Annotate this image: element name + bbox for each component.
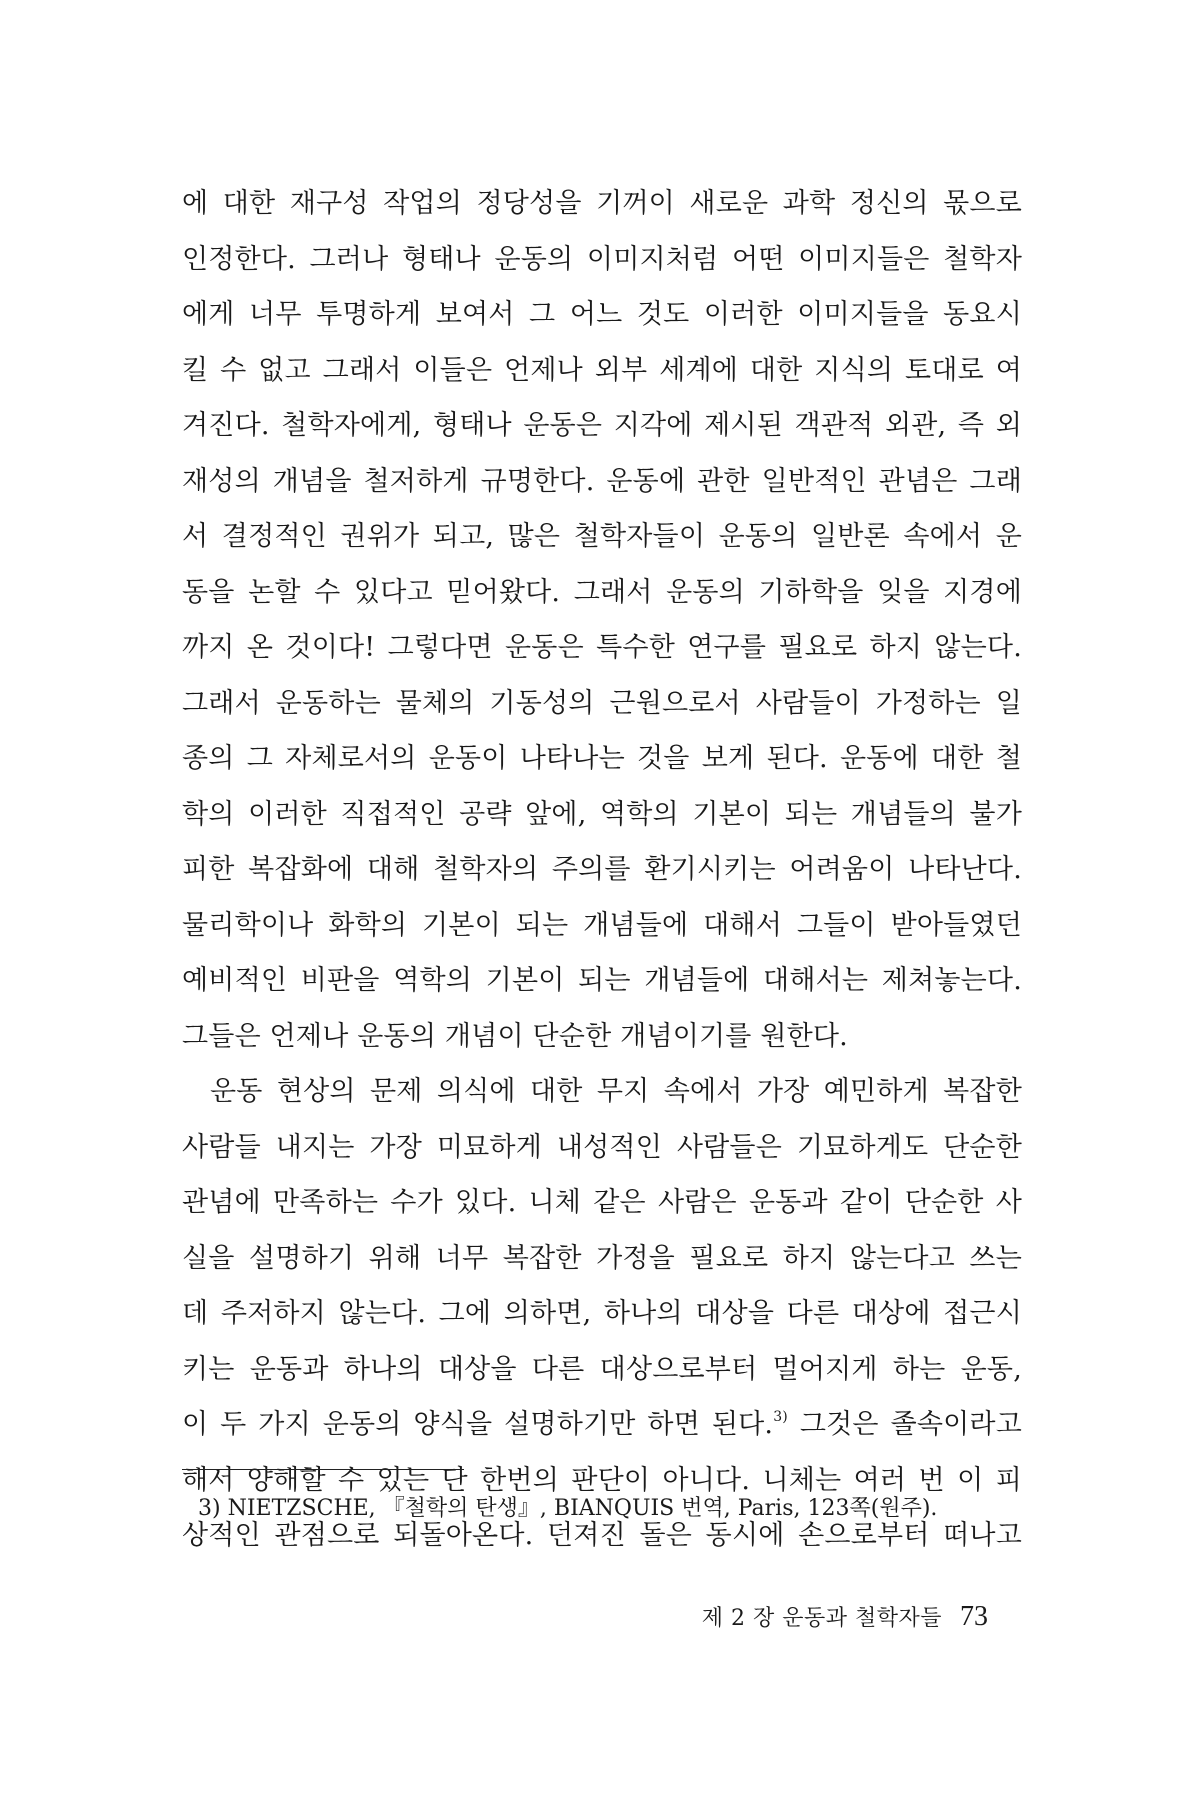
text-line: 인정한다. 그러나 형태나 운동의 이미지처럼 어떤 이미지들은 철학자 (182, 243, 1022, 275)
text-line: 피한 복잡화에 대해 철학자의 주의를 환기시키는 어려움이 나타난다. (182, 854, 1022, 885)
text-line: 겨진다. 철학자에게, 형태나 운동은 지각에 제시된 객관적 외관, 즉 외 (182, 410, 1022, 441)
text-line: 에 대한 재구성 작업의 정당성을 기꺼이 새로운 과학 정신의 몫으로 (182, 188, 1022, 219)
footnote-divider (182, 1469, 464, 1470)
text-line: 물리학이나 화학의 기본이 되는 개념들에 대해서 그들이 받아들였던 (182, 909, 1022, 941)
text-line: 데 주저하지 않는다. 그에 의하면, 하나의 대상을 다른 대상에 접근시 (182, 1298, 1022, 1329)
footnote-reference[interactable]: 3) (773, 1409, 788, 1425)
text-line: 키는 운동과 하나의 대상을 다른 대상으로부터 멀어지게 하는 운동, (182, 1353, 1022, 1385)
text-line: 그래서 운동하는 물체의 기동성의 근원으로서 사람들이 가정하는 일 (182, 687, 1022, 719)
text-line: 해서 양해할 수 있는 단 한번의 판단이 아니다. 니체는 여러 번 이 피 (182, 1464, 1022, 1496)
text-segment: 그것은 졸속이라고 (799, 1409, 1022, 1440)
page-number: 73 (960, 1601, 988, 1632)
text-line: 예비적인 비판을 역학의 기본이 되는 개념들에 대해서는 제쳐놓는다. (182, 965, 1022, 996)
text-line: 동을 논할 수 있다고 믿어왔다. 그래서 운동의 기하학을 잊을 지경에 (182, 576, 1022, 608)
text-line: 관념에 만족하는 수가 있다. 니체 같은 사람은 운동과 같이 단순한 사 (182, 1187, 1022, 1218)
text-line: 사람들 내지는 가장 미묘하게 내성적인 사람들은 기묘하게도 단순한 (182, 1131, 1022, 1163)
text-line: 상적인 관점으로 되돌아온다. 던져진 돌은 동시에 손으로부터 떠나고 (182, 1520, 1022, 1551)
text-line: 실을 설명하기 위해 너무 복잡한 가정을 필요로 하지 않는다고 쓰는 (182, 1242, 1022, 1274)
text-line: 에게 너무 투명하게 보여서 그 어느 것도 이러한 이미지들을 동요시 (182, 299, 1022, 330)
running-footer (702, 1602, 988, 1634)
text-line: 재성의 개념을 철저하게 규명한다. 운동에 관한 일반적인 관념은 그래 (182, 465, 1022, 497)
text-line: 킬 수 없고 그래서 이들은 언제나 외부 세계에 대한 지식의 토대로 여 (182, 354, 1022, 386)
chapter-title: 제 2 장 운동과 철학자들 (701, 1606, 942, 1631)
paragraph-end-line: 그들은 언제나 운동의 개념이 단순한 개념이기를 원한다. (182, 1020, 848, 1052)
text-line: 종의 그 자체로서의 운동이 나타나는 것을 보게 된다. 운동에 대한 철 (182, 743, 1022, 774)
body-text (182, 176, 1022, 1564)
paragraph-start-line: 운동 현상의 문제 의식에 대한 무지 속에서 가장 예민하게 복잡한 (210, 1076, 1022, 1107)
footnote: 3) NIETZSCHE, 『철학의 탄생』, BIANQUIS 번역, Paris, 123쪽(원주). (198, 1496, 938, 1521)
text-segment: 이 두 가지 운동의 양식을 설명하기만 하면 된다. (182, 1409, 774, 1440)
text-line: 까지 온 것이다! 그렇다면 운동은 특수한 연구를 필요로 하지 않는다. (182, 632, 1022, 663)
text-line: 서 결정적인 권위가 되고, 많은 철학자들이 운동의 일반론 속에서 운 (182, 521, 1022, 552)
text-line-with-footnote-ref (182, 1397, 1022, 1453)
text-line: 학의 이러한 직접적인 공략 앞에, 역학의 기본이 되는 개념들의 불가 (182, 798, 1022, 830)
